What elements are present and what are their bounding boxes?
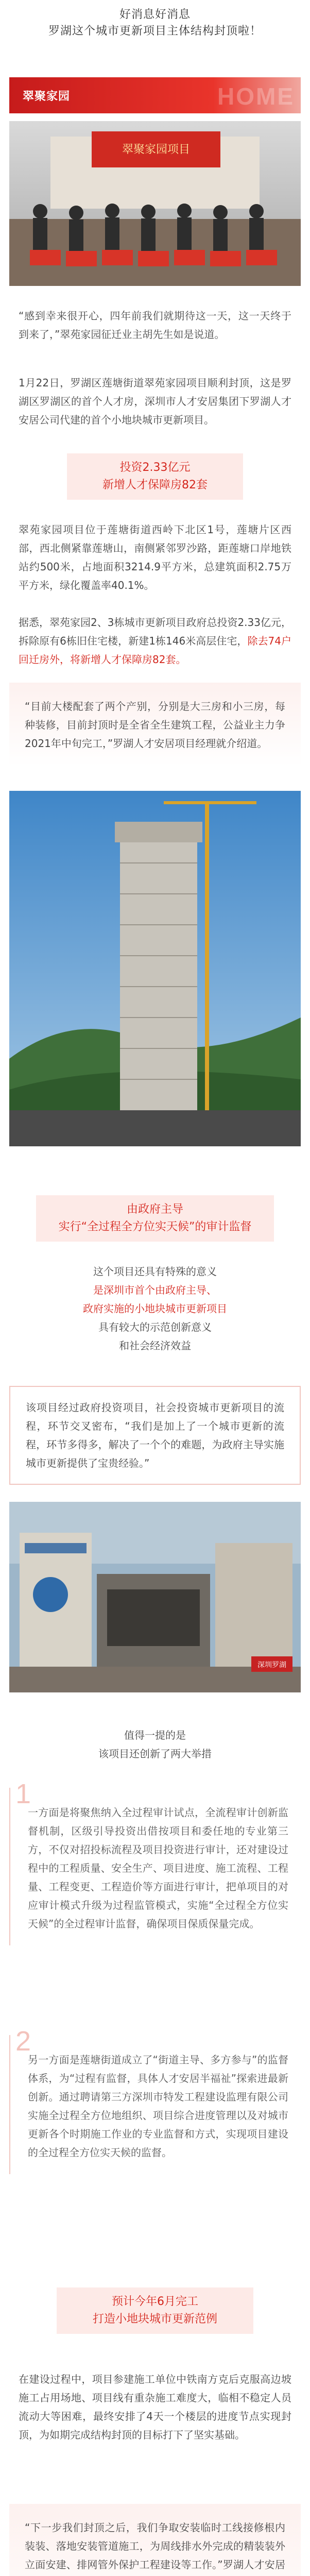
headline-line1: 好消息好消息: [119, 8, 191, 21]
investment-text: 据悉，翠苑家园2、3栋城市更新项目政府总投资2.33亿元，拆除原有6栋旧住宅楼，新建1栋146米高层住宅，: [19, 616, 291, 647]
significance-line: 是深圳市首个由政府主导、: [93, 1284, 217, 1296]
site-entrance-image: [9, 1502, 301, 1692]
quote-block: [9, 683, 301, 766]
investment-highlight: 除去74户回迁房外，将新增人才保障房82套。: [19, 635, 291, 666]
significance-text: [0, 1262, 310, 1355]
headline-line2: 罗湖这个城市更新项目主体结构封顶啦！: [48, 25, 262, 38]
innovation-item-1: [9, 1778, 301, 1945]
tower-photo: [9, 791, 301, 1146]
banner-text: 翠聚家园项目: [122, 143, 191, 156]
construction-paragraph: 在建设过程中，项目参建施工单位中铁南方克后克服高边坡施工占用场地、项目线有重杂施工难度大，临相不稳定人员流动大等困难，最终安排了4天一个楼层的进度节点实现封顶，为如期完成结构封顶的目标打下了坚实基础。: [19, 2373, 291, 2441]
innovation-line1: 值得一提的是: [124, 1729, 186, 1741]
significance-line: 政府实施的小地块城市更新项目: [83, 1302, 227, 1315]
quote-paragraph: “感到幸来很开心，四年前我们就期待这一天，这一天终于到来了，”翠苑家园征迁业主胡先生如是说道。: [19, 310, 291, 341]
item-text: 另一方面是莲塘街道成立了“街道主导、多方参与”的监督体系，为“过程有监督，具体人才安居半福祉”探索进最新创新。通过聘请第三方深圳市特发工程建设监理有限公司实施全过程全方位地组织、项目综合进度管理以及对城市更新各个时期施工作业的专业监督和方式，实现项目建设的全过程全方位实天候的监督。: [28, 2054, 288, 2159]
item-text: 一方面是将聚焦纳入全过程审计试点，全流程审计创新监督机制，区级引导投资出借按项目和委任地的专业第三方，不仅对招投标流程及项目投资进行审计，还对建设过程中的工程质量、安全生产、项目进度、施工流程、工程量、工程变更、工程造价等方面进行审计，把单项目的对应审计模式升级为过程监管模式，实施“全过程全方位实天候”的全过程审计监督，确保项目保质保量完成。: [28, 1806, 288, 1930]
ceremony-photo: [9, 121, 301, 286]
significance-line: 和社会经济效益: [119, 1340, 191, 1352]
process-box: 该项目经过政府投资项目，社会投资城市更新项目的流程，环节交叉密布，“我们是加上了一个城市更新的流程，环节多得多，解决了一个个的难题，为政府主导实施城市更新提供了宝贵经验。”: [9, 1386, 301, 1485]
photo-badge: 深圳罗湖: [257, 1661, 286, 1669]
manager-quote-text: “下一步我们封顶之后，我们争取安装临时工线接修根内装装、落地安装管道施工，为周线排水外完成的精装装外立面安建、排网管外保护工程建设等工作。”罗湖人才安居: [25, 2521, 285, 2571]
intro-paragraph: 1月22日，罗湖区莲塘街道翠苑家园项目顺利封顶，这是罗湖区罗湖区的首个人才房，深圳市人才安居集团下罗湖人才安居公司代建的首个小地块城市更新项目。: [19, 377, 291, 426]
subhead-investment: [0, 443, 310, 510]
headline: [0, 0, 310, 46]
ceremony-photo-image: [9, 121, 301, 286]
subhead-line1: 由政府主导: [126, 1203, 183, 1216]
item-number: 2: [15, 2026, 31, 2057]
tower-photo-image: [9, 791, 301, 1146]
subhead-audit: [0, 1185, 310, 1252]
significance-line: 具有较大的示范创新意义: [98, 1321, 212, 1333]
innovation-intro: [0, 1726, 310, 1763]
site-entrance-photo: [9, 1502, 301, 1692]
subhead-line2: 新增人才保障房82套: [102, 479, 208, 492]
section-watermark: HOME: [217, 83, 295, 110]
manager-quote: [9, 2504, 301, 2576]
innovation-item-2: [9, 2026, 301, 2174]
section-header: [9, 77, 301, 113]
innovation-line2: 该项目还创新了两大举措: [98, 1748, 212, 1760]
location-paragraph: 翠苑家园项目位于莲塘街道西岭下北区1号，莲塘片区西部，西北侧紧靠莲塘山，南侧紧邻罗沙路，距莲塘口岸地铁站约500米，占地面积3214.9平方米，总建筑面积2.75万平方米，绿化覆盖率40.1%。: [19, 523, 291, 591]
subhead-line1: 预计今年6月完工: [112, 2295, 198, 2308]
investment-paragraph: [19, 613, 291, 669]
subhead-line2: 打造小地块城市更新范例: [92, 2313, 217, 2326]
section-title: 翠聚家园: [23, 90, 71, 103]
subhead-completion: [0, 2277, 310, 2344]
subhead-line2: 实行“全过程全方位实天候”的审计监督: [58, 1221, 252, 1233]
item-number: 1: [15, 1778, 31, 1809]
quote-block-text: “目前大楼配套了两个产别，分别是大三房和小三房，每种装修，目前封顶时是全省全生建筑工程，公益业主力争2021年中旬完工，”罗湖人才安居项目经理就介绍道。: [25, 700, 285, 750]
subhead-line1: 投资2.33亿元: [119, 461, 191, 474]
significance-line: 这个项目还具有特殊的意义: [93, 1265, 217, 1278]
